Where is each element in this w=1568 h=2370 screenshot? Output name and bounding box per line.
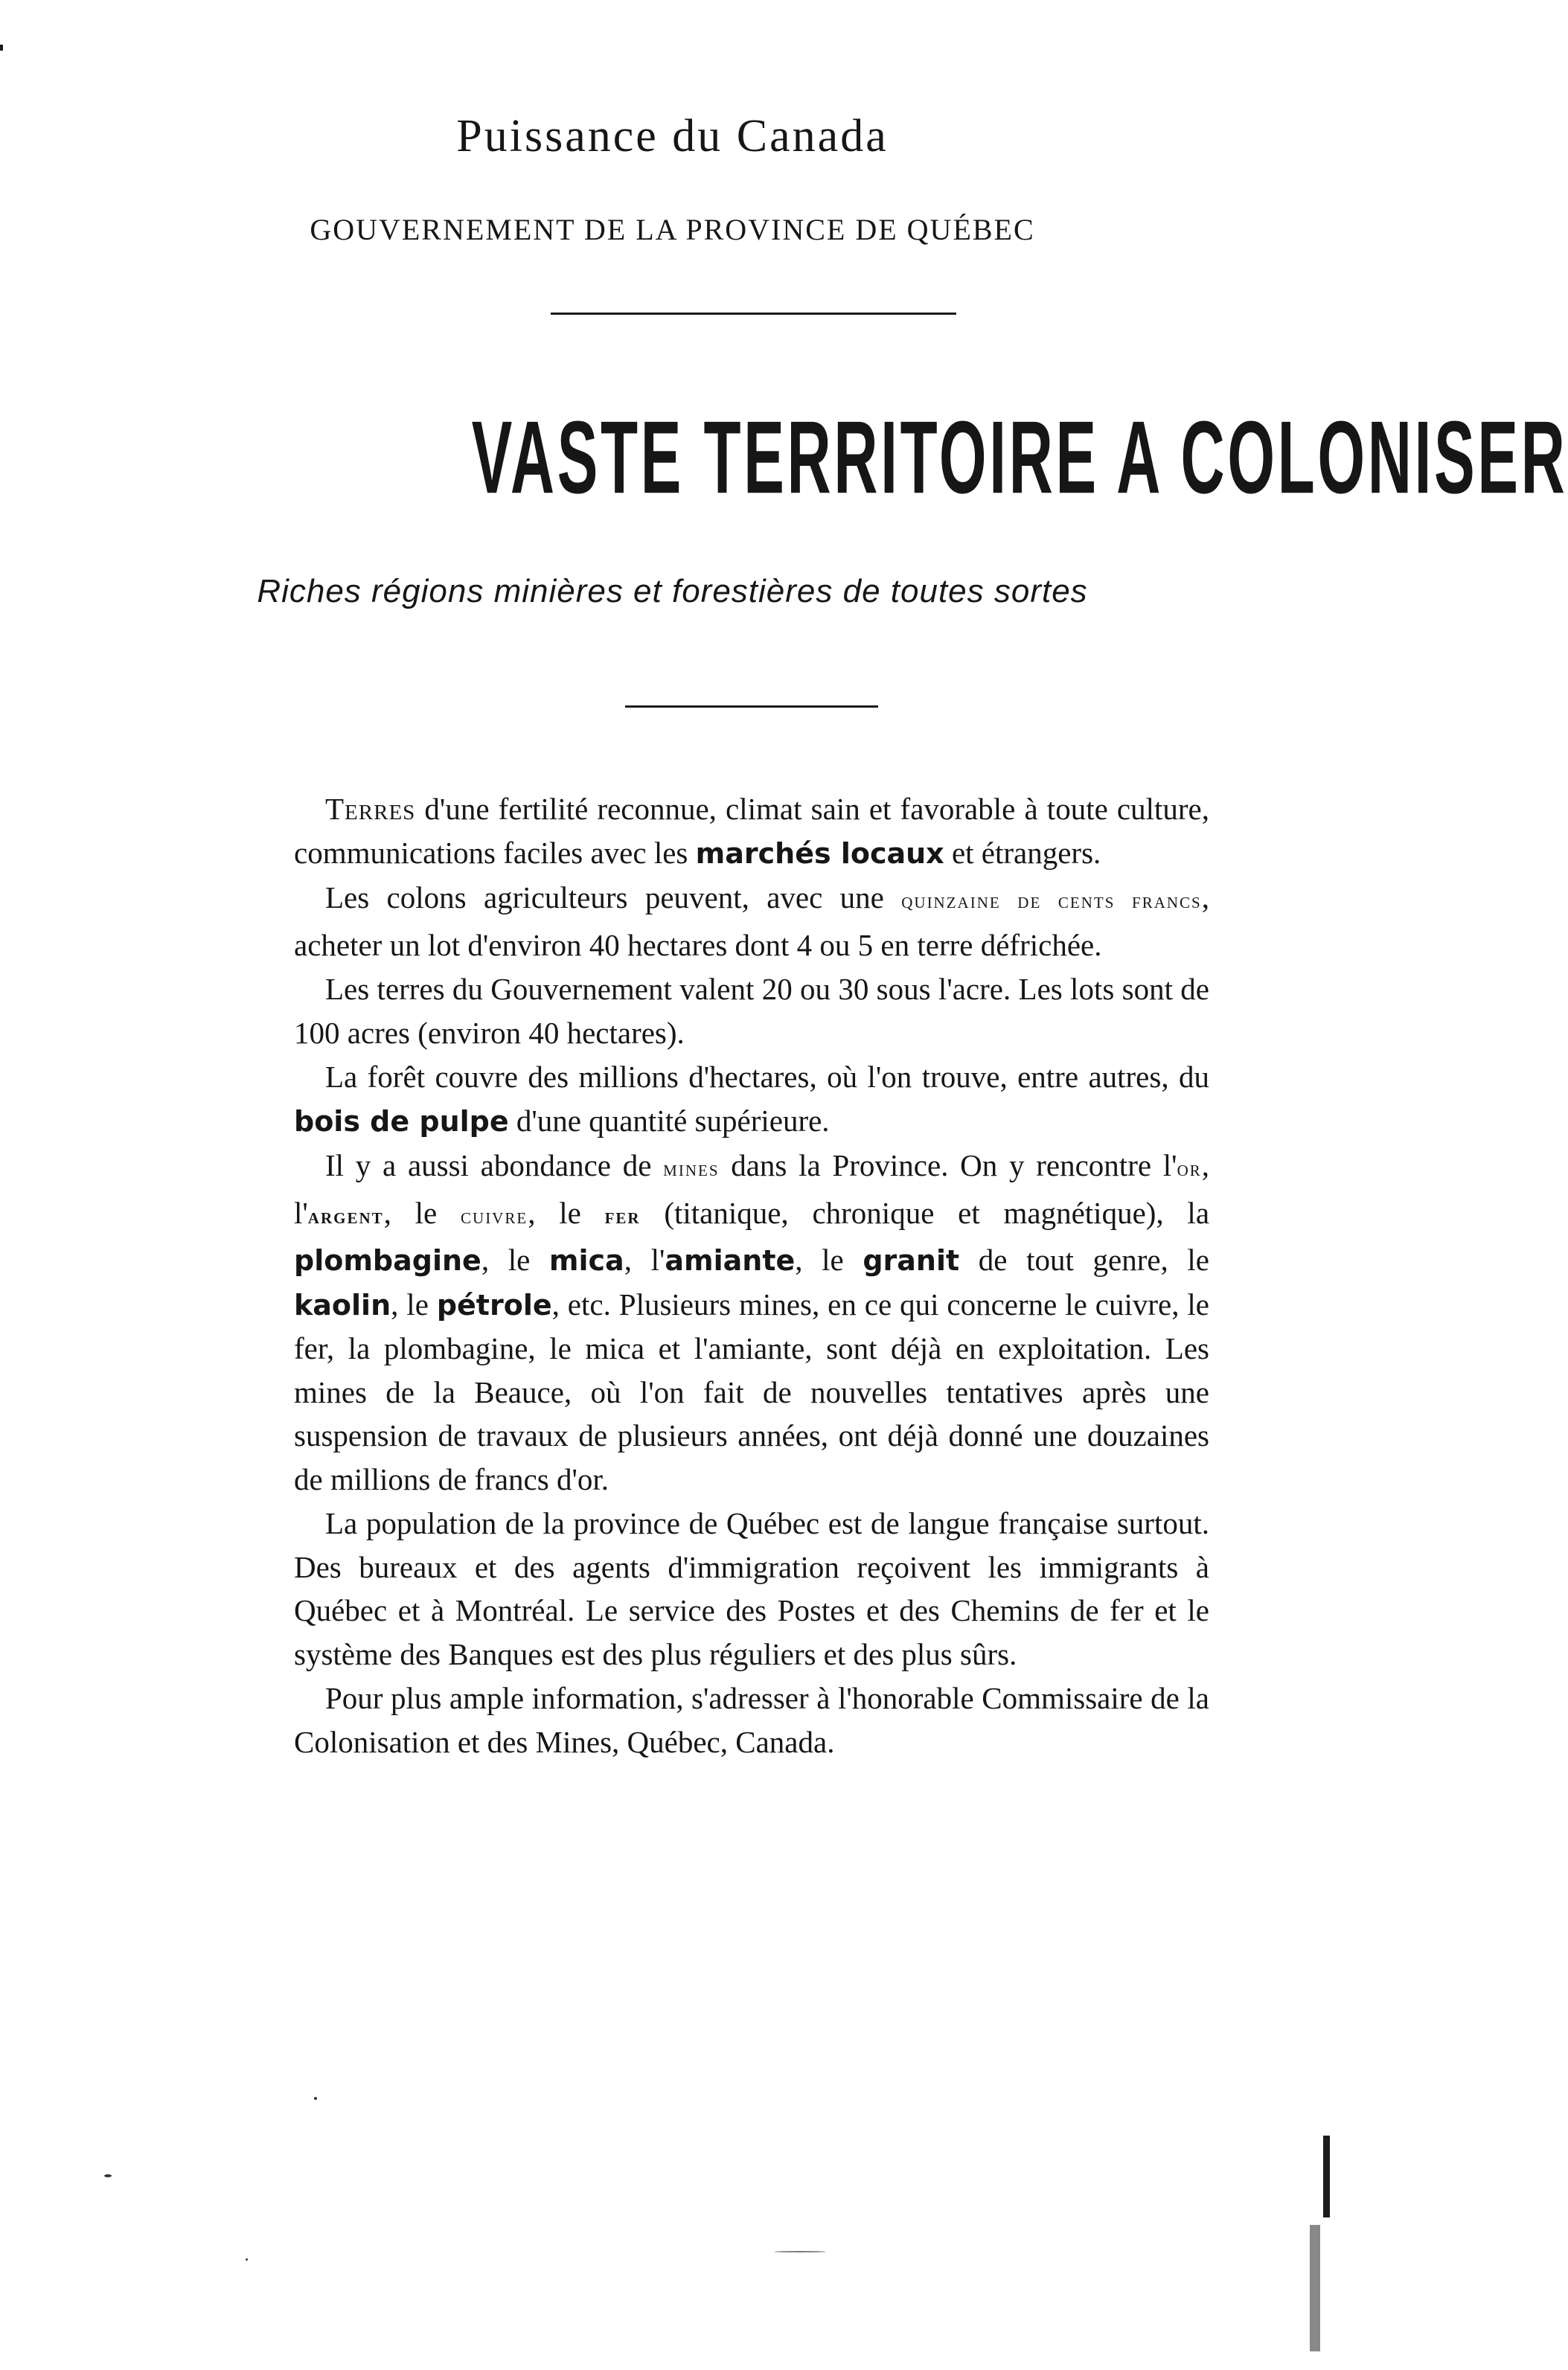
page-title: VASTE TERRITOIRE A COLONISER (471, 400, 1568, 515)
scan-speck (246, 2258, 248, 2261)
body-text (294, 787, 1209, 1764)
paragraph-foret: La forêt couvre des millions d'hectares, où l'on trouve, entre autres, du bois de pulpe d'une quantité supérieure. (294, 1060, 1209, 1138)
scan-edge-mark (0, 45, 3, 51)
paragraph-terres: Terres d'une fertilité reconnue, climat sain et favorable à toute culture, communications faciles avec les marchés locaux et étrangers. (294, 792, 1209, 870)
scan-speck (314, 2097, 317, 2100)
paragraph-information: Pour plus ample information, s'adresser à l'honorable Commissaire de la Colonisation et des Mines, Québec, Canada. (294, 1681, 1209, 1759)
scan-speck (104, 2174, 112, 2177)
paragraph-mines: Il y a aussi abondance de mines dans la Province. On y rencontre l'or, l'argent, le cuivre, le fer (titanique, chronique et magnétique), la plombagine, le mica, l'amiante, le granit de tout genre, le kaolin, le pétrole, etc. Plusieurs mines, en ce qui concerne le cuivre, le fer, la plombagine, le mica et l'amiante, sont déjà en exploitation. Les mines de la Beauce, où l'on fait de nouvelles tentatives après une suspension de travaux de plusieurs années, ont déjà donné une douzaines de millions de francs d'or. (294, 1148, 1210, 1496)
paragraph-terres-gouvernement: Les terres du Gouvernement valent 20 ou 30 sous l'acre. Les lots sont de 100 acres (environ 40 hectares). (294, 972, 1209, 1050)
divider-rule-bottom (625, 705, 878, 708)
scan-speck (774, 2251, 826, 2252)
header-country: Puissance du Canada (456, 111, 889, 161)
header-government: GOUVERNEMENT DE LA PROVINCE DE QUÉBEC (310, 213, 1035, 246)
paragraph-population: La population de la province de Québec est de langue française surtout. Des bureaux et des agents d'immigration reçoivent les immigrants à Québec et à Montréal. Le service des Postes et des Chemins de fer et le système des Banques est des plus réguliers et des plus sûrs. (294, 1506, 1209, 1671)
scan-edge-mark (1310, 2225, 1320, 2351)
divider-rule-top (551, 313, 956, 315)
page-subtitle: Riches régions minières et forestières de toutes sortes (257, 573, 1088, 609)
scan-edge-mark (1323, 2136, 1330, 2217)
paragraph-colons: Les colons agriculteurs peuvent, avec une quinzaine de cents francs, acheter un lot d'environ 40 hectares dont 4 ou 5 en terre défrichée. (294, 880, 1209, 962)
